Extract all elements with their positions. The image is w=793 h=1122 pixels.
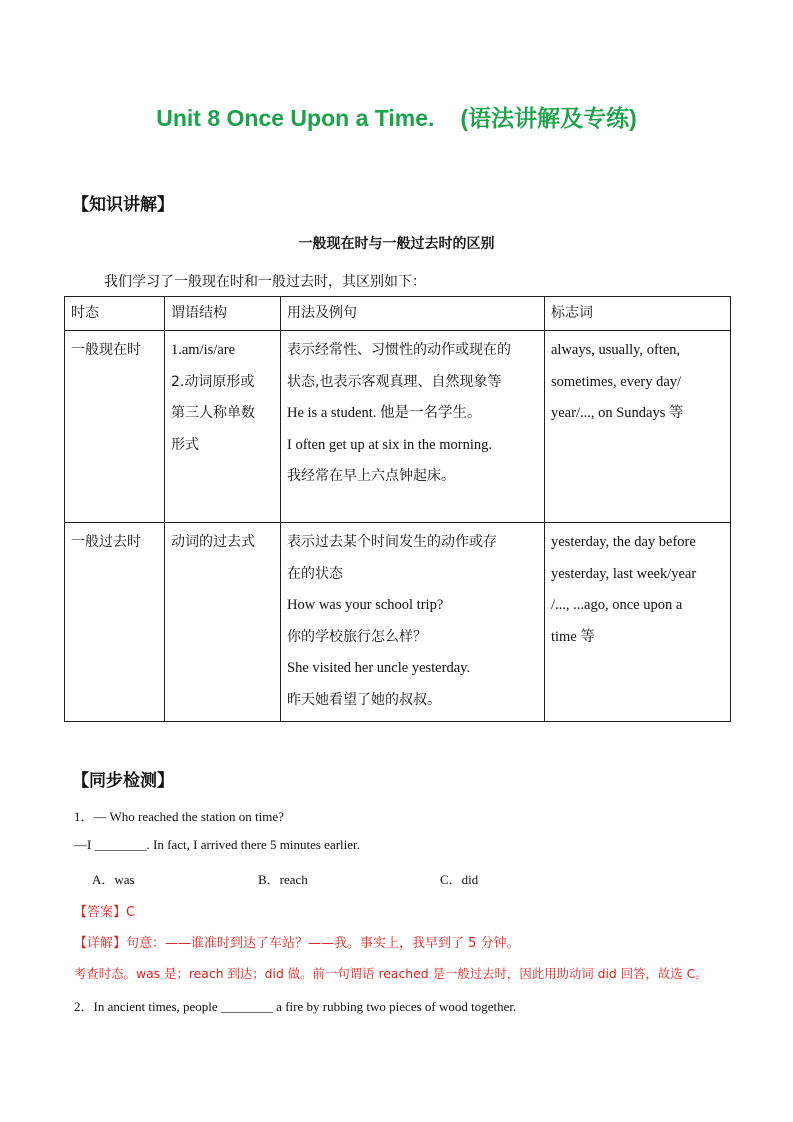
cell-tense: [65, 331, 165, 523]
cell-markers: [545, 523, 731, 722]
cell-line: 1.am/is/are: [171, 342, 236, 358]
cell-line: always, usually, often,: [551, 342, 681, 358]
cell-line: 在的状态: [287, 565, 343, 582]
page-title: [0, 100, 793, 133]
table-row: [65, 331, 731, 523]
table-row: [65, 523, 731, 722]
cell-line: 状态,也表示客观真理、自然现象等: [287, 373, 502, 390]
cell-line: sometimes, every day/: [551, 373, 682, 390]
cell-line: 动词的过去式: [171, 534, 255, 550]
option-c: C．did: [440, 872, 479, 887]
header-structure: 谓语结构: [165, 297, 281, 331]
answer-label: 【答案】C: [74, 905, 136, 920]
title-cn: (语法讲解及专练): [460, 105, 637, 131]
option-a: A．was: [92, 872, 135, 887]
cell-line: He is a student. 他是一名学生。: [287, 405, 482, 422]
table-header-row: [65, 297, 731, 331]
knowledge-heading: 【知识讲解】: [72, 195, 174, 215]
cell-line: yesterday, last week/year: [551, 565, 697, 582]
cell-structure: [165, 523, 281, 722]
cell-tense: [65, 523, 165, 722]
cell-line: year/..., on Sundays 等: [551, 405, 684, 422]
question-2-text: 2．In ancient times, people ________ a fire by rubbing two pieces of wood together.: [74, 999, 517, 1014]
practice-heading: 【同步检测】: [72, 771, 174, 791]
question-1-text: 1．— Who reached the station on time?: [74, 809, 284, 824]
cell-line: 昨天她看望了她的叔叔。: [287, 691, 441, 708]
cell-line: 第三人称单数: [171, 405, 255, 422]
cell-line: I often get up at six in the morning.: [287, 436, 492, 453]
cell-line: yesterday, the day before: [551, 534, 696, 550]
header-markers: 标志词: [545, 297, 731, 331]
cell-line: /..., ...ago, once upon a: [551, 597, 683, 614]
answer-explanation: 考查时态。was 是；reach 到达；did 做。前一句谓语 reached 是一般过去时，因此用助动词 did 回答，故选 C。: [74, 966, 708, 981]
cell-line: 表示过去某个时间发生的动作或存: [287, 534, 497, 550]
cell-line: 你的学校旅行怎么样？: [287, 628, 427, 645]
cell-line: 一般现在时: [71, 342, 141, 358]
cell-markers: [545, 331, 731, 523]
option-b: B．reach: [258, 872, 308, 887]
intro-text: 我们学习了一般现在时和一般过去时，其区别如下：: [104, 274, 426, 290]
grammar-table: [64, 296, 731, 722]
cell-usage: [281, 331, 545, 523]
cell-line: time 等: [551, 628, 595, 645]
answer-detail: 【详解】句意：——谁准时到达了车站？——我。事实上，我早到了 5 分钟。: [74, 936, 520, 951]
table-subtitle: 一般现在时与一般过去时的区别: [298, 236, 495, 252]
header-usage: 用法及例句: [281, 297, 545, 331]
title-en: Unit 8 Once Upon a Time.: [156, 105, 435, 131]
cell-line: 我经常在早上六点钟起床。: [287, 468, 455, 485]
cell-line: 形式: [171, 436, 199, 453]
cell-usage: [281, 523, 545, 722]
cell-structure: [165, 331, 281, 523]
cell-line: How was your school trip?: [287, 597, 444, 614]
header-tense: 时态: [65, 297, 165, 331]
cell-line: 2.动词原形或: [171, 373, 255, 390]
cell-line: She visited her uncle yesterday.: [287, 660, 471, 677]
cell-line: 表示经常性、习惯性的动作或现在的: [287, 342, 511, 358]
question-1-blank-line: —I ________. In fact, I arrived there 5 minutes earlier.: [74, 837, 360, 852]
cell-line: 一般过去时: [71, 534, 141, 550]
